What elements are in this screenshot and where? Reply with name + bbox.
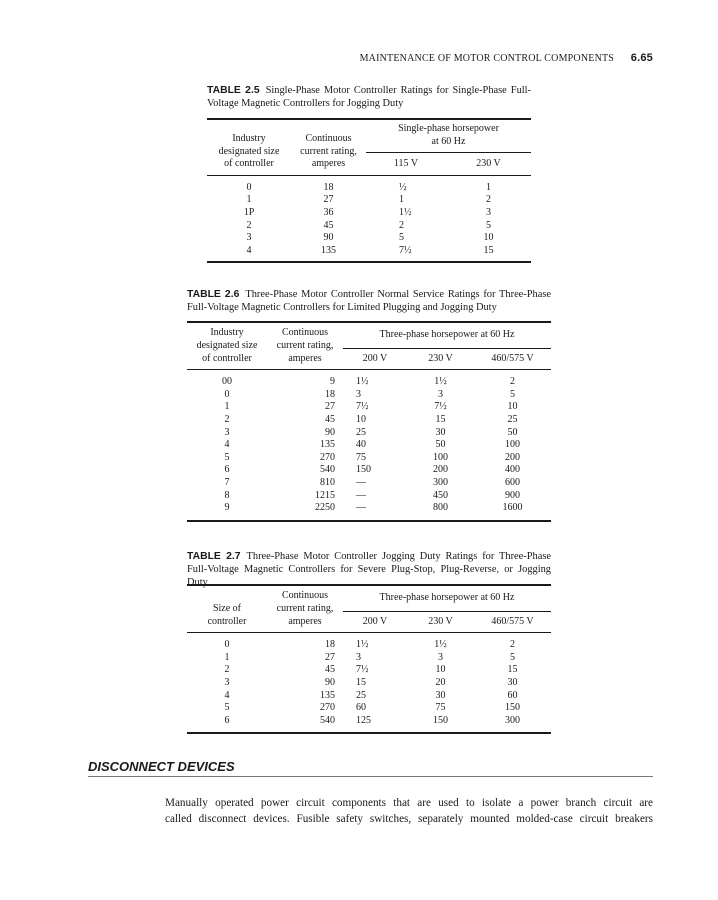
column-header: 115 V — [393, 158, 419, 170]
table-cell: 6 — [224, 464, 230, 476]
table-cell: 3 — [246, 232, 252, 244]
table-cell: 4 — [246, 244, 252, 256]
table-cell: 3 — [224, 426, 230, 438]
table-cell: 75 — [356, 451, 366, 463]
table-cell: 5 — [224, 451, 230, 463]
table-cell: 90 — [323, 232, 334, 244]
table-cell: 10 — [356, 413, 366, 425]
table-cell: 6 — [224, 714, 230, 726]
table-cell: 3 — [356, 388, 361, 400]
table-cell: 8 — [224, 489, 230, 501]
table-cell: 1½ — [356, 376, 369, 388]
table-cell: 0 — [224, 388, 230, 400]
table-row — [187, 664, 551, 677]
table-cell: 9 — [330, 376, 335, 388]
column-header: Industry designated size of controller — [218, 133, 280, 170]
caption-text: Three-Phase Motor Controller Jogging Duty Ratings for Three-Phase Full-Voltage Magnetic Controllers for Severe Plug-Stop, Plug-Reverse, or Jogging Duty — [187, 551, 551, 588]
column-header: 460/575 V — [491, 615, 534, 627]
table-label: TABLE 2.5 — [207, 85, 260, 96]
table-cell: 18 — [325, 639, 335, 651]
table-cell: 2 — [224, 664, 230, 676]
table-cell: 18 — [323, 181, 334, 193]
table-cell: 1600 — [502, 502, 523, 514]
table-cell: 2 — [486, 194, 491, 206]
table-row — [187, 502, 551, 515]
table-cell: 400 — [505, 464, 520, 476]
column-header: 200 V — [362, 615, 388, 627]
table-cell: 150 — [433, 714, 448, 726]
table-cell: 36 — [323, 206, 334, 218]
table-label: TABLE 2.6 — [187, 289, 240, 300]
table-cell: 3 — [486, 206, 491, 218]
body-paragraph — [165, 795, 653, 827]
table-cell: 200 — [505, 451, 520, 463]
table-cell: 60 — [507, 689, 518, 701]
table-cell: 300 — [433, 476, 448, 488]
table-cell: 7½ — [356, 664, 369, 676]
table-cell: 90 — [325, 426, 335, 438]
table-row — [187, 715, 551, 728]
table-cell: 135 — [320, 439, 335, 451]
table-cell: 90 — [325, 676, 335, 688]
table-cell: 15 — [507, 664, 518, 676]
table-cell: 450 — [433, 489, 448, 501]
table-cell: 25 — [356, 426, 366, 438]
group-header: Three-phase horsepower at 60 Hz — [343, 585, 551, 611]
table-cell: 270 — [320, 702, 335, 714]
table-cell: 15 — [356, 676, 366, 688]
table-cell: 30 — [435, 426, 446, 438]
table-cell: 150 — [505, 702, 520, 714]
table-row — [187, 376, 551, 389]
table-row — [187, 639, 551, 652]
table-2-7 — [187, 584, 551, 734]
table-row — [207, 245, 531, 258]
table-cell: 30 — [435, 689, 446, 701]
table-cell: 3 — [356, 651, 361, 663]
column-header: 230 V — [428, 352, 453, 364]
table-cell: 1P — [243, 206, 255, 218]
table-cell: 15 — [435, 413, 446, 425]
table-2-6-caption — [187, 288, 551, 314]
table-cell: 60 — [356, 702, 366, 714]
table-cell: 9 — [224, 502, 230, 514]
table-cell: 50 — [435, 439, 446, 451]
table-cell: 270 — [320, 451, 335, 463]
paragraph-line: Manually operated power circuit components that are used to isolate a power branch circuit are — [165, 797, 653, 809]
table-row — [187, 702, 551, 715]
table-cell: 1 — [486, 181, 491, 193]
table-cell: 15 — [483, 244, 494, 256]
column-header: Size of controller — [207, 603, 247, 627]
paragraph-line: called disconnect devices. Fusible safety switches, separately mounted molded-case circuit breakers — [165, 813, 653, 825]
table-cell: 2 — [399, 219, 404, 231]
table-cell: 300 — [505, 714, 520, 726]
table-cell: 45 — [325, 413, 335, 425]
table-cell: 1215 — [315, 489, 335, 501]
table-row — [187, 490, 551, 503]
table-row — [207, 232, 531, 245]
table-row — [187, 464, 551, 477]
table-cell: 135 — [321, 244, 336, 256]
table-cell: 2 — [246, 219, 252, 231]
table-cell: 150 — [356, 464, 371, 476]
table-cell: 00 — [222, 376, 232, 388]
table-cell: 125 — [356, 714, 371, 726]
table-cell: 540 — [320, 714, 335, 726]
table-cell: 10 — [435, 664, 446, 676]
running-head-title: MAINTENANCE OF MOTOR CONTROL COMPONENTS — [359, 53, 615, 64]
table-row — [187, 414, 551, 427]
section-heading: DISCONNECT DEVICES — [88, 759, 653, 777]
table-cell: 5 — [510, 388, 515, 400]
table-cell: 75 — [435, 702, 446, 714]
table-cell: 5 — [486, 219, 491, 231]
table-cell: 7½ — [399, 244, 412, 256]
table-cell: — — [356, 476, 366, 488]
group-header: Three-phase horsepower at 60 Hz — [343, 322, 551, 348]
table-cell: 27 — [323, 194, 334, 206]
table-cell: 27 — [325, 651, 335, 663]
table-cell: 5 — [224, 702, 230, 714]
table-cell: 810 — [320, 476, 335, 488]
column-header: 460/575 V — [491, 352, 534, 364]
column-header: Industry designated size of controller — [196, 327, 258, 364]
table-cell: 4 — [224, 689, 230, 701]
caption-text: Three-Phase Motor Controller Normal Service Ratings for Three-Phase Full-Voltage Magnetic Controllers for Limited Plugging and Jogging Duty — [187, 289, 551, 313]
table-cell: 50 — [507, 426, 518, 438]
table-cell: 3 — [438, 388, 443, 400]
table-row — [187, 690, 551, 703]
column-header: 200 V — [362, 352, 388, 364]
table-cell: 40 — [356, 439, 366, 451]
table-cell: 1 — [399, 194, 404, 206]
table-cell: 25 — [356, 689, 366, 701]
table-cell: 800 — [433, 502, 448, 514]
table-cell: 1 — [246, 194, 252, 206]
table-2-6 — [187, 321, 551, 522]
table-cell: 1 — [224, 401, 230, 413]
column-header: Continuous current rating, amperes — [276, 590, 334, 627]
table-cell: 540 — [320, 464, 335, 476]
table-cell: 5 — [510, 651, 515, 663]
page-number: 6.65 — [630, 52, 653, 64]
group-header: Single-phase horsepower at 60 Hz — [366, 119, 531, 153]
table-cell: 45 — [323, 219, 334, 231]
table-row — [207, 220, 531, 233]
table-cell: 1 — [224, 651, 230, 663]
table-cell: 0 — [224, 639, 230, 651]
table-cell: 1½ — [399, 206, 412, 218]
table-cell: 2 — [224, 413, 230, 425]
table-row — [207, 182, 531, 195]
table-row — [207, 194, 531, 207]
table-cell: 3 — [438, 651, 443, 663]
table-cell: 0 — [246, 181, 252, 193]
table-row — [187, 389, 551, 402]
caption-text: Single-Phase Motor Controller Ratings for Single-Phase Full-Voltage Magnetic Controllers for Jogging Duty — [207, 85, 532, 109]
table-2-5 — [207, 118, 531, 263]
table-label: TABLE 2.7 — [187, 551, 241, 562]
table-cell: 1½ — [434, 639, 447, 651]
table-cell: 200 — [433, 464, 448, 476]
table-cell: 1½ — [434, 376, 447, 388]
table-cell: 7½ — [356, 401, 369, 413]
table-cell: 30 — [507, 676, 518, 688]
table-cell: 2 — [510, 639, 515, 651]
table-cell: 27 — [325, 401, 335, 413]
table-row — [207, 207, 531, 220]
column-header: Continuous current rating, amperes — [276, 327, 334, 364]
table-cell: 2 — [510, 376, 515, 388]
table-row — [187, 677, 551, 690]
table-cell: ½ — [399, 181, 407, 193]
table-cell: 18 — [325, 388, 335, 400]
table-cell: 3 — [224, 676, 230, 688]
table-cell: 600 — [505, 476, 520, 488]
column-header: Continuous current rating, amperes — [300, 133, 357, 170]
table-cell: 100 — [505, 439, 520, 451]
table-cell: 100 — [433, 451, 448, 463]
table-cell: 7½ — [434, 401, 447, 413]
table-cell: 45 — [325, 664, 335, 676]
table-cell: 135 — [320, 689, 335, 701]
table-cell: 1½ — [356, 639, 369, 651]
running-head — [360, 52, 653, 64]
table-row — [187, 652, 551, 665]
table-cell: 5 — [399, 232, 404, 244]
column-header: 230 V — [476, 158, 501, 170]
table-cell: 20 — [435, 676, 446, 688]
table-cell: 900 — [505, 489, 520, 501]
table-row — [187, 401, 551, 414]
table-2-5-caption — [207, 84, 531, 110]
table-cell: 7 — [224, 476, 230, 488]
table-cell: 10 — [483, 232, 494, 244]
table-cell: 2250 — [315, 502, 335, 514]
table-cell: 10 — [507, 401, 518, 413]
table-row — [187, 427, 551, 440]
table-row — [187, 439, 551, 452]
column-header: 230 V — [428, 615, 453, 627]
table-cell: — — [356, 489, 366, 501]
table-cell: 25 — [507, 413, 518, 425]
table-cell: — — [356, 502, 366, 514]
table-row — [187, 477, 551, 490]
table-cell: 4 — [224, 439, 230, 451]
table-row — [187, 452, 551, 465]
